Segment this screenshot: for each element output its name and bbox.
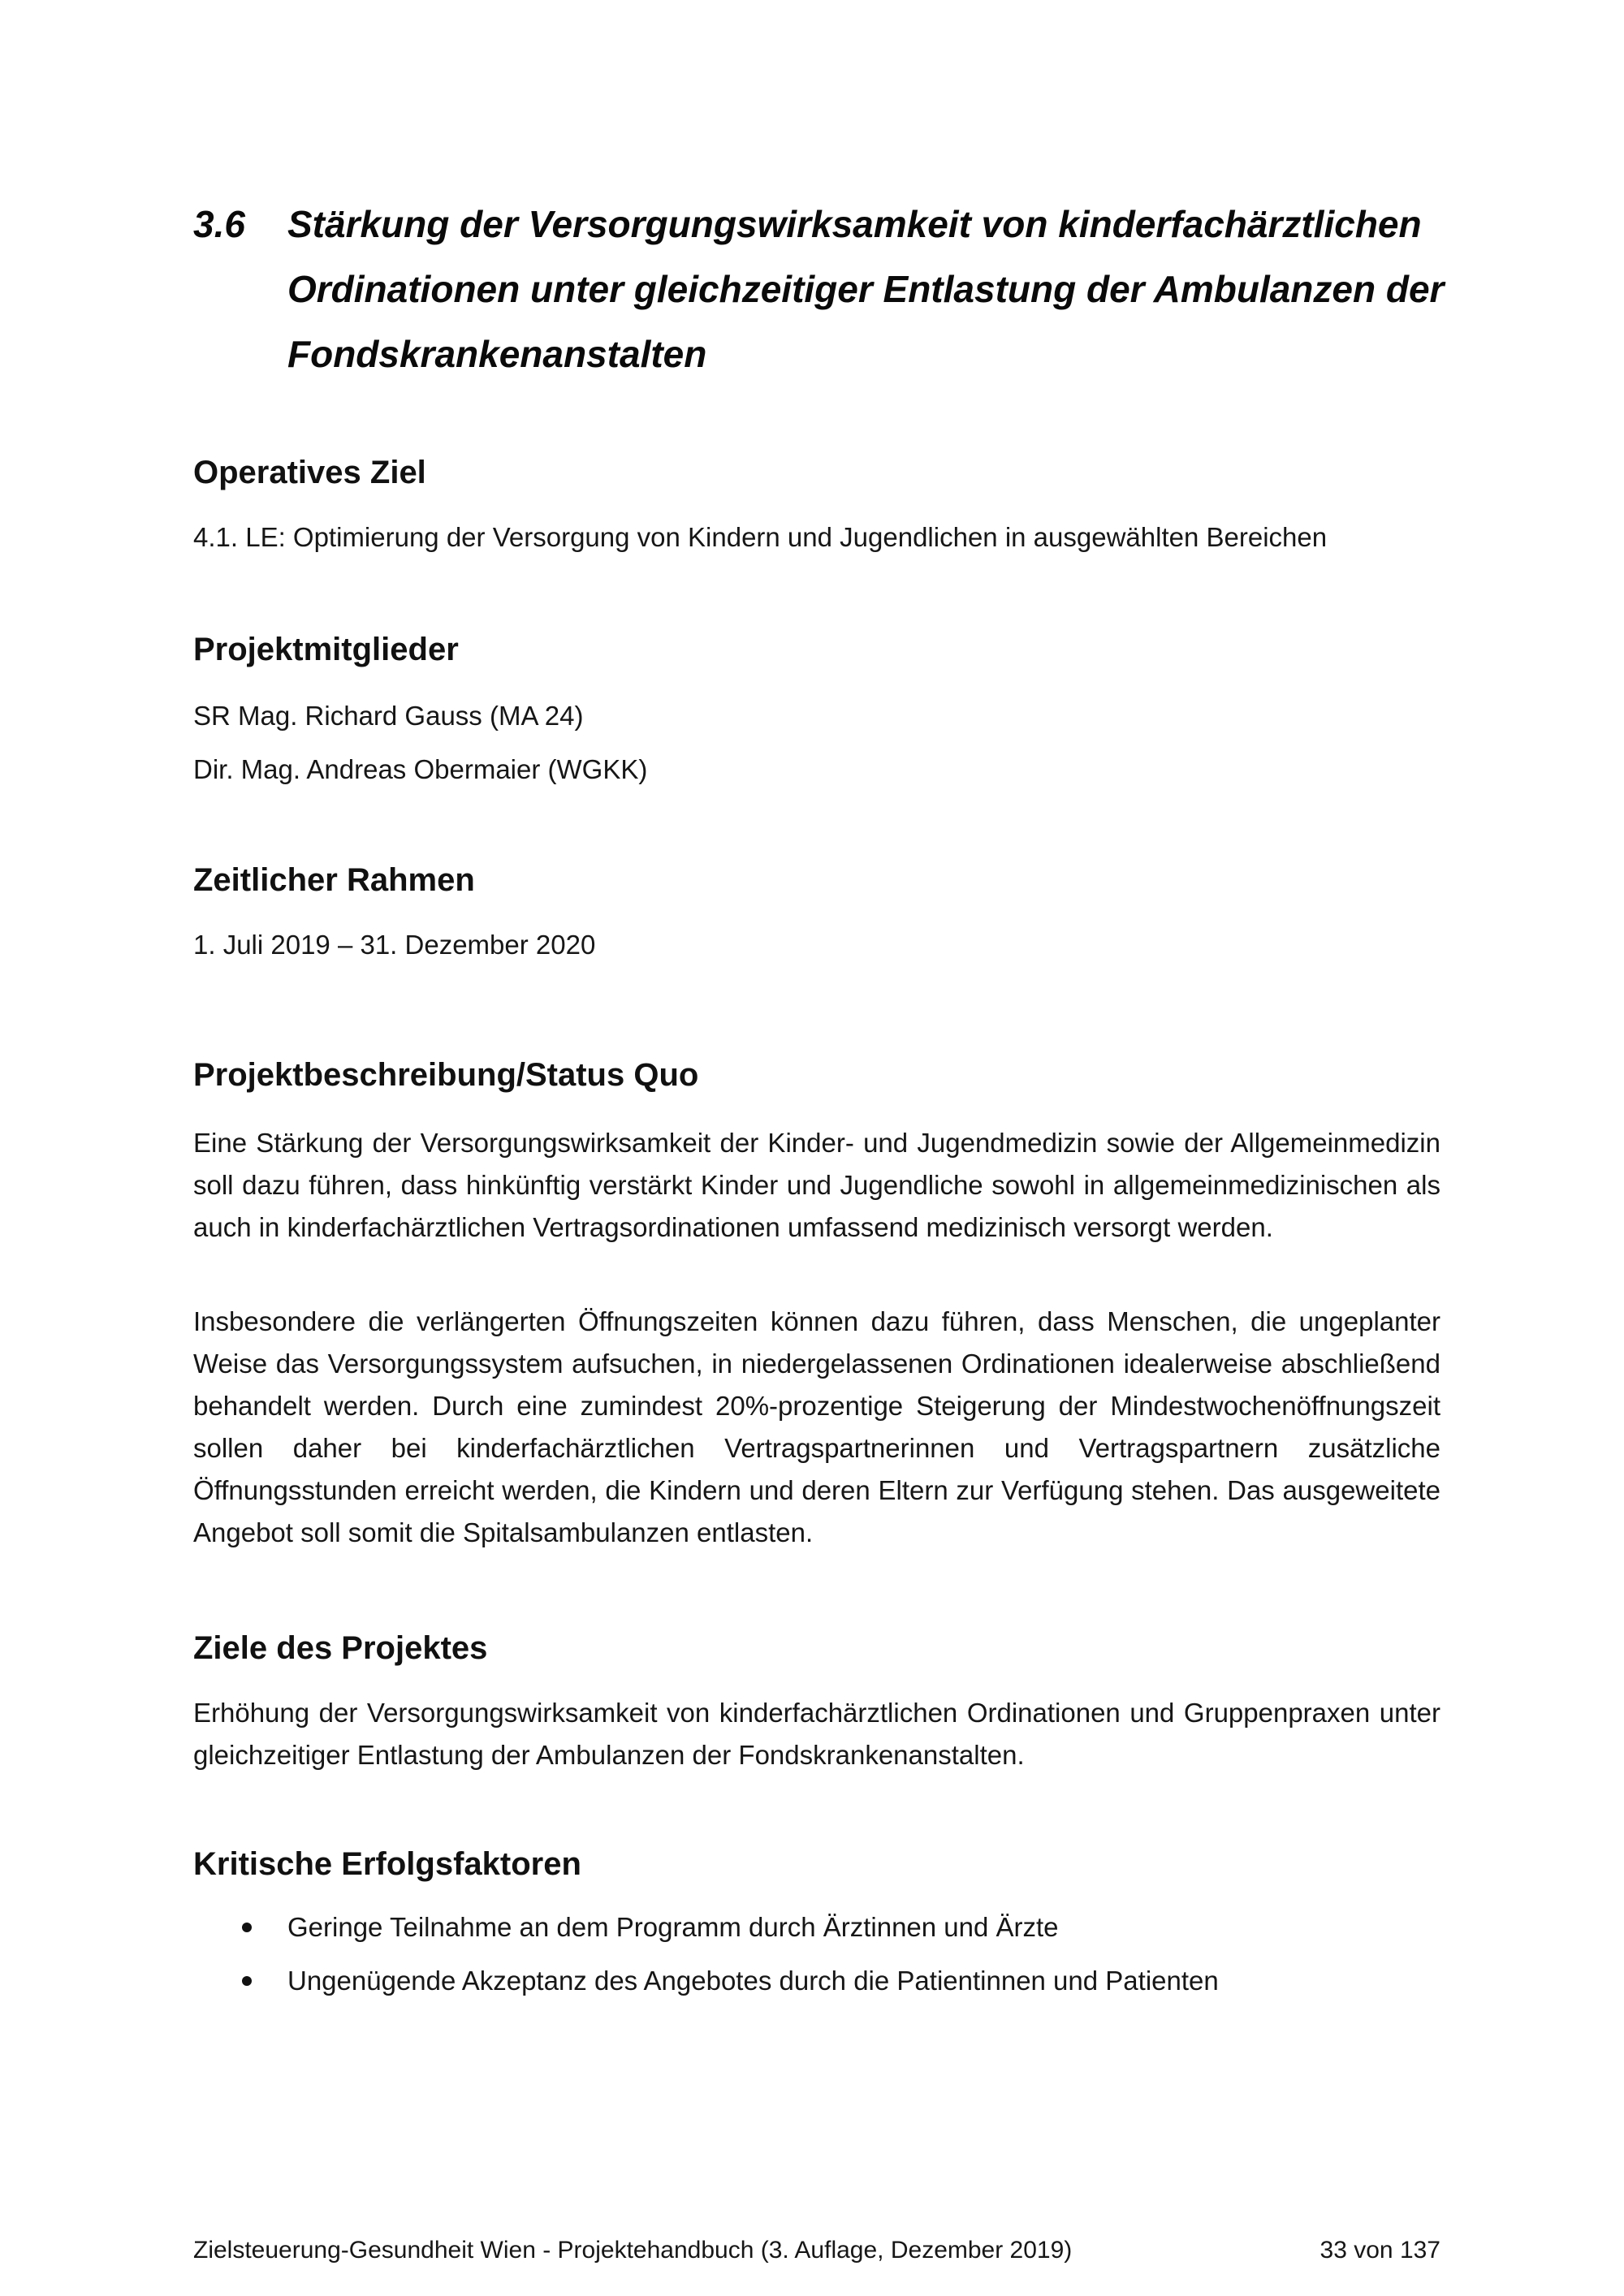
erfolgsfaktoren-heading: Kritische Erfolgsfaktoren xyxy=(193,1846,581,1882)
footer-page-number: 33 von 137 xyxy=(1320,2237,1440,2264)
zeitlicher-rahmen-heading: Zeitlicher Rahmen xyxy=(193,862,475,898)
bullet-icon xyxy=(242,1976,252,1986)
member-item: Dir. Mag. Andreas Obermaier (WGKK) xyxy=(193,754,648,784)
zeitlicher-rahmen-text: 1. Juli 2019 – 31. Dezember 2020 xyxy=(193,930,596,960)
footer-document-title: Zielsteuerung-Gesundheit Wien - Projektehandbuch (3. Auflage, Dezember 2019) xyxy=(193,2237,1073,2264)
member-item: SR Mag. Richard Gauss (MA 24) xyxy=(193,701,584,731)
projektbeschreibung-paragraph: Eine Stärkung der Versorgungswirksamkeit der Kinder- und Jugendmedizin sowie der Allgemeinmedizin soll dazu führen, dass hinkünftig verstärkt Kinder und Jugendliche sowohl in allgemeinmedizinischen als auch in kinderfachärztlichen Vertragsordinationen umfassend medizinisch versorgt werden. xyxy=(193,1128,1440,1242)
projektbeschreibung-paragraph: Insbesondere die verlängerten Öffnungszeiten können dazu führen, dass Menschen, die ungeplanter Weise das Versorgungssystem aufsuchen, in niedergelassenen Ordinationen idealerweise abschließend behandelt werden. Durch eine zumindest 20%-prozentige Steigerung der Mindestwochenöffnungszeit sollen daher bei kinderfachärztlichen Vertragspartnerinnen und Vertragspartnern zusätzliche Öffnungsstunden erreicht werden, die Kindern und deren Eltern zur Verfügung stehen. Das ausgeweitete Angebot soll somit die Spitalsambulanzen entlasten. xyxy=(193,1306,1440,1547)
list-item-text: Ungenügende Akzeptanz des Angebotes durch die Patientinnen und Patienten xyxy=(287,1966,1219,1996)
chapter-number: 3.6 xyxy=(193,203,245,245)
ziele-heading: Ziele des Projektes xyxy=(193,1630,488,1666)
erfolgsfaktoren-list xyxy=(193,1910,1460,2017)
operatives-ziel-heading: Operatives Ziel xyxy=(193,455,426,490)
list-item xyxy=(193,1910,1460,1963)
list-item-text: Geringe Teilnahme an dem Programm durch Ärztinnen und Ärzte xyxy=(287,1912,1059,1942)
projektmitglieder-heading: Projektmitglieder xyxy=(193,632,459,667)
projektbeschreibung-heading: Projektbeschreibung/Status Quo xyxy=(193,1057,699,1093)
bullet-icon xyxy=(242,1923,252,1932)
list-item xyxy=(193,1963,1460,2017)
ziele-text: Erhöhung der Versorgungswirksamkeit von kinderfachärztlichen Ordinationen und Gruppenpraxen unter gleichzeitiger Entlastung der Ambulanzen der Fondskrankenanstalten. xyxy=(193,1698,1440,1770)
chapter-title: Stärkung der Versorgungswirksamkeit von kinderfachärztlichen Ordinationen unter gleichzeitiger Entlastung der Ambulanzen der Fondskrankenanstalten xyxy=(287,203,1445,375)
operatives-ziel-text: 4.1. LE: Optimierung der Versorgung von Kindern und Jugendlichen in ausgewählten Bereichen xyxy=(193,522,1328,552)
